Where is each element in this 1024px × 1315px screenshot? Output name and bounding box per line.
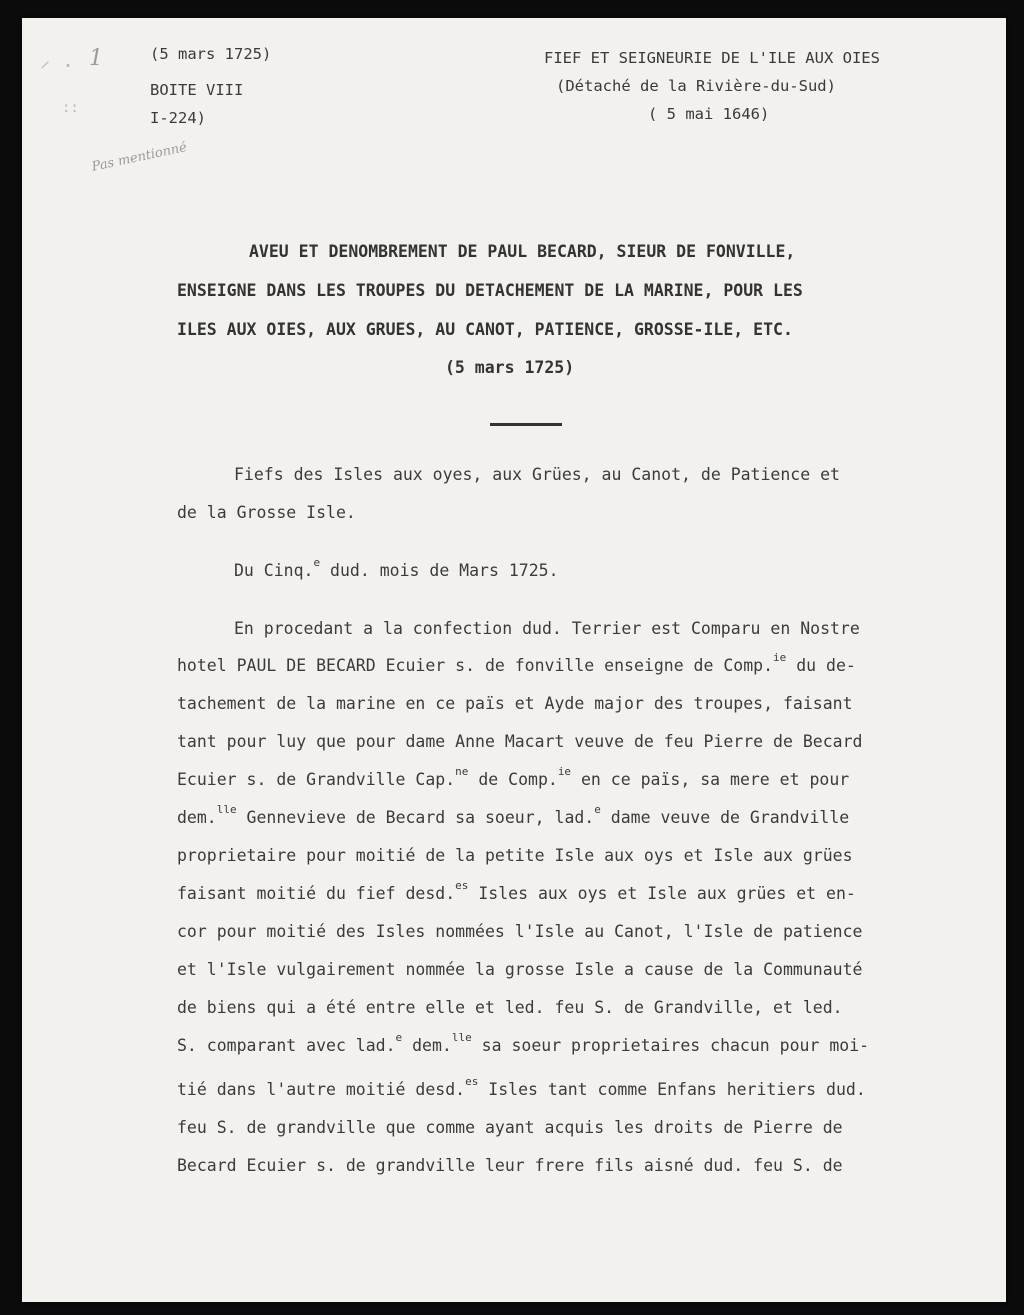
body-line: dem.$^{lle}$ Gennevieve de Becard sa soeur, lad.$^e$ dame veuve de Grandville <box>177 803 850 827</box>
margin-marks-lower: :: <box>62 100 79 116</box>
body-line: de biens qui a été entre elle et led. feu S. de Grandville, et led. <box>177 998 843 1017</box>
page-number-handwritten: 1 <box>89 46 103 71</box>
body-line: Fiefs des Isles aux oyes, aux Grües, au Canot, de Patience et <box>234 465 840 484</box>
title-divider <box>490 423 562 426</box>
document-title-date: (5 mars 1725) <box>445 358 575 377</box>
document-page <box>22 18 1006 1302</box>
body-line: hotel PAUL DE BECARD Ecuier s. de fonville enseigne de Comp.$^{ie}$ du de- <box>177 651 856 675</box>
document-title-line-2: ENSEIGNE DANS LES TROUPES DU DETACHEMENT DE LA MARINE, POUR LES <box>177 281 803 300</box>
body-line: feu S. de grandville que comme ayant acquis les droits de Pierre de <box>177 1118 843 1137</box>
document-title-line-3: ILES AUX OIES, AUX GRUES, AU CANOT, PATIENCE, GROSSE-ILE, ETC. <box>177 320 793 339</box>
body-line: Ecuier s. de Grandville Cap.$^{ne}$ de Comp.$^{ie}$ en ce païs, sa mere et pour <box>177 765 850 789</box>
header-reference: I-224) <box>150 109 206 127</box>
body-line: proprietaire pour moitié de la petite Isle aux oys et Isle aux grües <box>177 846 853 865</box>
document-title-line-1: AVEU ET DENOMBREMENT DE PAUL BECARD, SIEUR DE FONVILLE, <box>249 242 796 261</box>
body-line: tant pour luy que pour dame Anne Macart veuve de feu Pierre de Becard <box>177 732 863 751</box>
body-line: En procedant a la confection dud. Terrier est Comparu en Nostre <box>234 619 860 638</box>
body-line: cor pour moitié des Isles nommées l'Isle au Canot, l'Isle de patience <box>177 922 863 941</box>
header-detached-from: (Détaché de la Rivière-du-Sud) <box>556 77 836 95</box>
body-line: tachement de la marine en ce païs et Ayde major des troupes, faisant <box>177 694 853 713</box>
body-line: Becard Ecuier s. de grandville leur frere fils aisné dud. feu S. de <box>177 1156 843 1175</box>
body-line: et l'Isle vulgairement nommée la grosse Isle a cause de la Communauté <box>177 960 863 979</box>
header-date: (5 mars 1725) <box>150 45 272 63</box>
body-line: faisant moitié du fief desd.$^{es}$ Isles aux oys et Isle aux grües et en- <box>177 879 856 903</box>
body-line: S. comparant avec lad.$^e$ dem.$^{lle}$ sa soeur proprietaires chacun pour moi- <box>177 1031 870 1055</box>
header-fief-title: FIEF ET SEIGNEURIE DE L'ILE AUX OIES <box>544 49 880 67</box>
header-fief-date: ( 5 mai 1646) <box>648 105 770 123</box>
body-line: Du Cinq.$^e$ dud. mois de Mars 1725. <box>234 556 559 580</box>
header-box: BOITE VIII <box>150 81 244 99</box>
margin-marks: ⸝ . <box>40 48 75 72</box>
body-line: de la Grosse Isle. <box>177 503 356 522</box>
pencil-annotation: Pas mentionné <box>90 140 189 175</box>
body-line: tié dans l'autre moitié desd.$^{es}$ Isles tant comme Enfans heritiers dud. <box>177 1075 866 1099</box>
